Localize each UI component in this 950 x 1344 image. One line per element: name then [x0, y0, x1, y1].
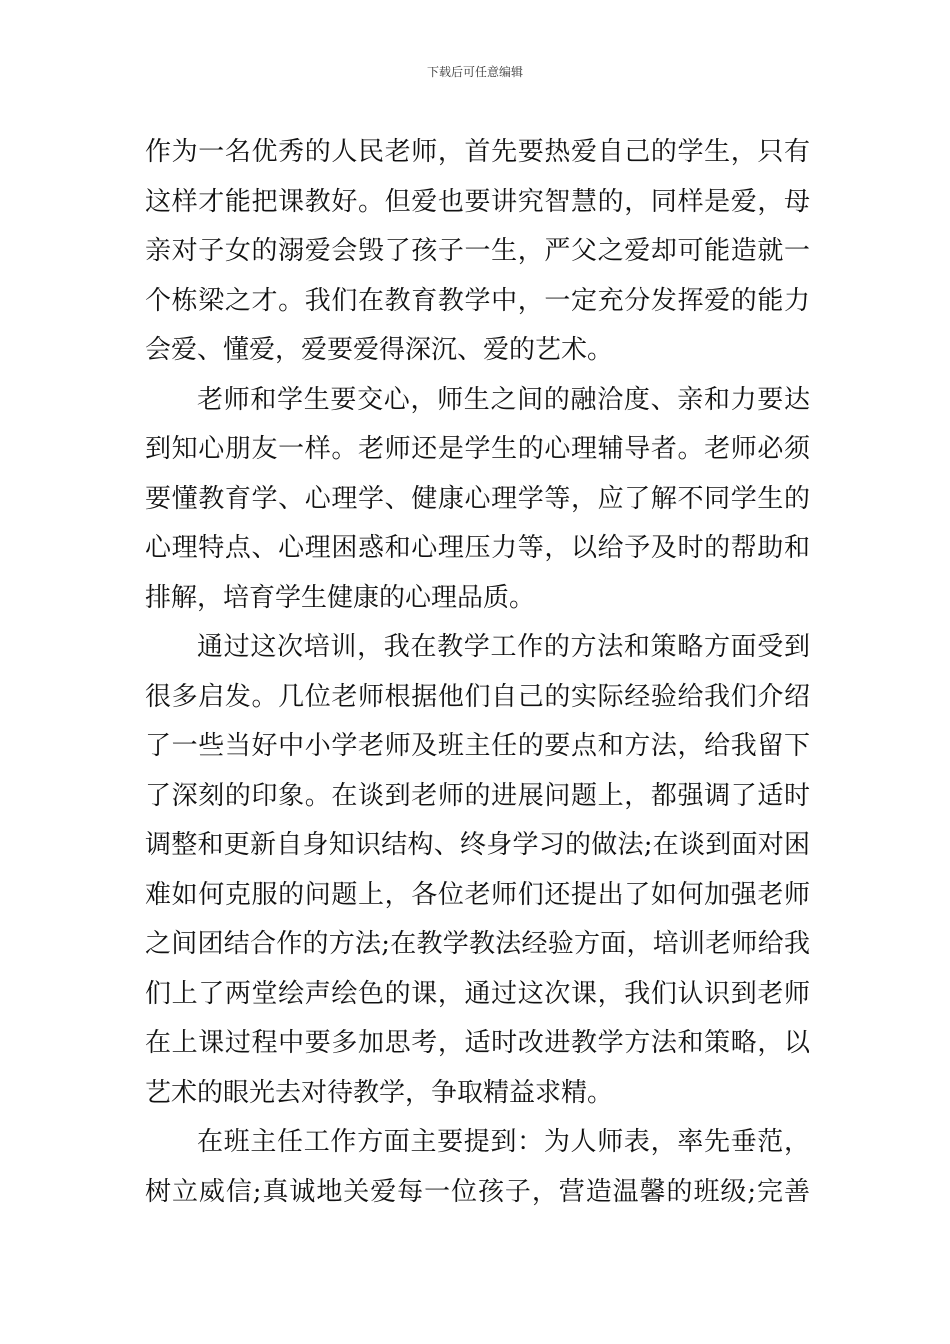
- text-line: 心理特点、心理困惑和心理压力等，以给予及时的帮助和: [145, 533, 810, 563]
- text-line: 老师和学生要交心，师生之间的融洽度、亲和力要达: [197, 384, 810, 415]
- body-text: [145, 128, 810, 1217]
- text-line: 在班主任工作方面主要提到：为人师表，率先垂范，: [197, 1127, 810, 1157]
- text-line: 艺术的眼光去对待教学，争取精益求精。: [145, 1077, 614, 1108]
- text-line: 亲对子女的溺爱会毁了孩子一生，严父之爱却可能造就一: [145, 236, 810, 266]
- text-line: 这样才能把课教好。但爱也要讲究智慧的，同样是爱，母: [145, 186, 810, 217]
- text-line: 个栋梁之才。我们在教育教学中，一定充分发挥爱的能力: [145, 285, 810, 316]
- text-line: 要懂教育学、心理学、健康心理学等，应了解不同学生的: [145, 483, 810, 514]
- page-header: 下载后可任意编辑: [426, 65, 523, 79]
- text-line: 在上课过程中要多加思考，适时改进教学方法和策略，以: [145, 1028, 810, 1058]
- text-line: 会爱、懂爱，爱要爱得深沉、爱的艺术。: [145, 335, 614, 365]
- text-line: 调整和更新自身知识结构、终身学习的做法;在谈到面对困: [145, 830, 810, 860]
- text-line: 通过这次培训，我在教学工作的方法和策略方面受到: [197, 632, 810, 662]
- text-line: 很多启发。几位老师根据他们自己的实际经验给我们介绍: [145, 681, 810, 712]
- text-line: 了深刻的印象。在谈到老师的进展问题上，都强调了适时: [145, 780, 810, 811]
- text-line: 之间团结合作的方法;在教学教法经验方面，培训老师给我: [145, 929, 810, 959]
- text-line: 难如何克服的问题上，各位老师们还提出了如何加强老师: [145, 879, 810, 910]
- text-line: 作为一名优秀的人民老师，首先要热爱自己的学生，只有: [145, 137, 810, 167]
- text-line: 们上了两堂绘声绘色的课，通过这次课，我们认识到老师: [145, 978, 810, 1009]
- text-line: 树立威信;真诚地关爱每一位孩子，营造温馨的班级;完善: [145, 1176, 810, 1207]
- text-line: 了一些当好中小学老师及班主任的要点和方法，给我留下: [145, 731, 810, 761]
- text-line: 到知心朋友一样。老师还是学生的心理辅导者。老师必须: [145, 434, 810, 464]
- text-line: 排解，培育学生健康的心理品质。: [145, 582, 536, 613]
